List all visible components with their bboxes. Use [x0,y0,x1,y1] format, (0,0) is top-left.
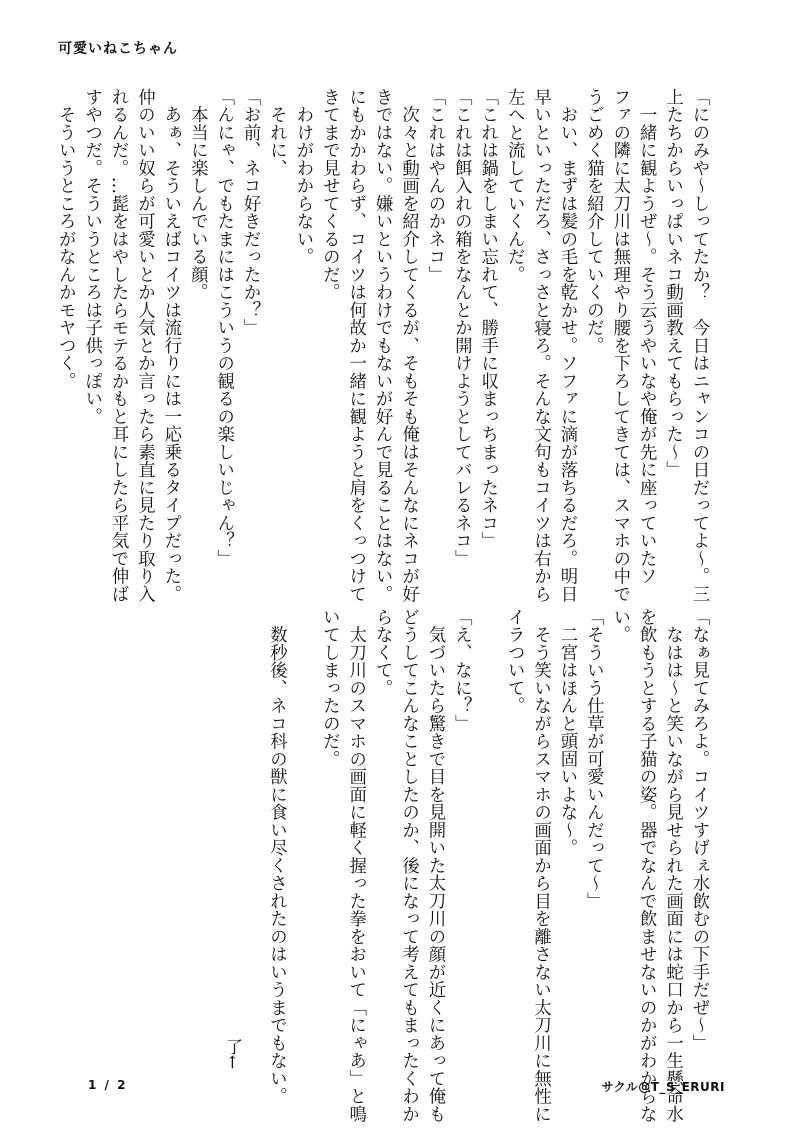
text-line [290,608,316,1056]
text-line: すやつだ。そういうところは子供っぽい。 [81,88,102,426]
text-line: れるんだ。…髭をはやしたらモテるかもと耳にしたら平気で伸ば [108,88,129,603]
text-line: そう笑いながらスマホの画面から目を離さない太刀川に無性に [530,608,551,1123]
text-line: ファの隣に太刀川は無理やり腰を下ろしてきては、スマホの中で [609,88,630,603]
text-line: い。 [609,608,630,644]
text-line: どうしてこんなことしたのか、後になって考えてもまったくわか [398,608,419,1123]
text-line: 早いといっただろ、さっさと寝ろ。そんな文句もコイツは右から [530,88,551,603]
text-line: 「これはやんのかネコ」 [424,88,445,284]
text-line: きてまで見せてくるのだ。 [319,88,340,301]
text-line: なはは～と笑いながら見せられた画面には蛇口から一生懸命水 [662,608,683,1123]
text-line: 上たちからいっぱいネコ動画教えてもらった～」 [662,88,683,479]
text-line: 「んにゃ、でもたまにはこういうの観るの楽しいじゃん？」 [213,88,234,568]
text-line: きではない。嫌いというわけでもないが好んで見ることはない。 [372,88,393,603]
text-line: そういうところがなんかモヤつく。 [55,88,76,390]
text-line: らなくて。 [372,608,393,697]
end-mark: 了← [222,1038,242,1070]
text-line: 太刀川のスマホの画面に軽く握った拳をおいて「にゃあ」と鳴 [345,608,366,1123]
text-line: 「これは餌入れの箱をなんとか開けようとしてバレるネコ」 [451,88,472,568]
text-line: うごめく猫を紹介していくのだ。 [583,88,604,355]
text-line: 本当に楽しんでいる顔。 [187,88,208,301]
author-credit: サクル@T_S_ERURI [601,1080,725,1094]
text-line: イラついて。 [504,608,525,715]
text-line: 仲のいい奴らが可愛いとか人気とか言ったら素直に見たり取り入 [134,88,155,603]
text-line: わけがわからない。 [292,88,313,266]
text-line: いてしまったのだ。 [319,608,340,768]
text-line: 気づいたら驚きで目を見開いた太刀川の顔が近くにあって俺も [424,608,445,1123]
text-line: 「なぁ見てみろよ。コイツすげぇ水飲むの下手だぜ～」 [689,608,709,1052]
text-line: 「にのみや～しってたか？ 今日はニャンコの日だってよ～。三 [689,88,709,603]
text-line: 一緒に観ようぜ～。そう云うやいなや俺が先に座っていたソ [636,88,657,585]
text-line: あぁ、そういえばコイツは流行りには一応乗るタイプだった。 [160,88,181,603]
text-line: 「これは鍋をしまい忘れて、勝手に収まっちまったネコ」 [477,88,498,550]
page-title: 可愛いねこちゃん [58,41,178,57]
text-line: 次々と動画を紹介してくるが、そもそも俺はそんなにネコが好 [398,88,419,603]
text-line: 「そういう仕草が可愛いんだって～」 [583,608,604,910]
text-line: を飲もうとする子猫の姿。器でなんで飲ませないのかがわからな [636,608,657,1123]
text-line: 二宮はほんと頭固いよな～。 [556,608,577,857]
text-line: 「お前、ネコ好きだったか？」 [240,88,261,337]
text-line [474,608,500,1056]
text-line: おい、まずは髪の毛を乾かせ。ソファに滴が落ちるだろ。明日 [556,88,577,603]
text-line: 「え、なに？」 [451,608,472,733]
text-line: 左へと流していくんだ。 [504,88,525,284]
text-line: にもかかわらず、コイツは何故か一緒に観ようと肩をくっつけて [345,88,366,603]
story-text-upper [52,88,712,603]
text-line: それに、 [266,88,287,177]
text-line: 数秒後、ネコ科の獣に食い尽くされたのはいうまでもない。 [266,608,287,1105]
page-number: 1 / 2 [88,1078,128,1092]
